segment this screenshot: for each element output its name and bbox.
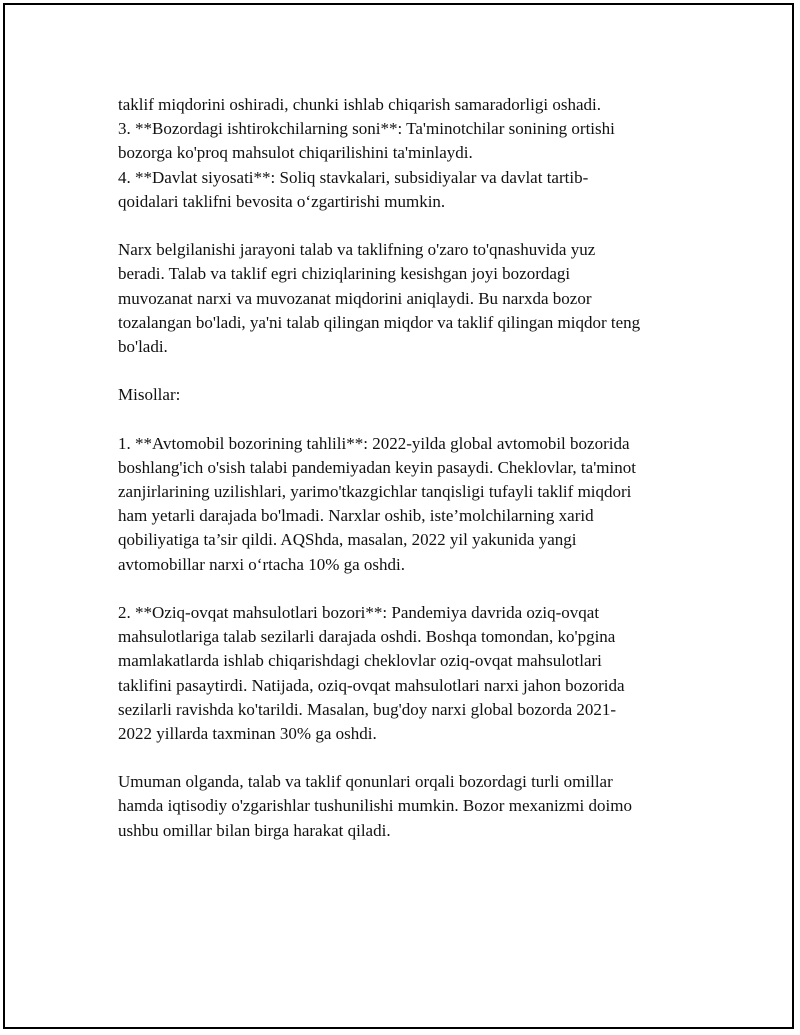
text-line: mamlakatlarda ishlab chiqarishdagi cheklovlar oziq-ovqat mahsulotlari [118,651,602,671]
paragraph-gap [118,359,698,383]
text-line: Narx belgilanishi jarayoni talab va taklifning o'zaro to'qnashuvida yuz [118,240,596,260]
text-line: 3. **Bozordagi ishtirokchilarning soni**: Ta'minotchilar sonining ortishi [118,119,615,139]
paragraph-example-automobile [118,432,698,577]
text-line: qoidalari taklifni bevosita o‘zgartirishi mumkin. [118,191,446,211]
document-body [118,93,698,843]
text-line: taklifini pasaytirdi. Natijada, oziq-ovqat mahsulotlari narxi jahon bozorida [118,675,625,695]
paragraph-supply-factors [118,93,698,214]
text-line: sezilarli ravishda ko'tarildi. Masalan, bug'doy narxi global bozorda 2021- [118,699,617,719]
text-line: 2022 yillarda taxminan 30% ga oshdi. [118,723,377,743]
text-line: 2. **Oziq-ovqat mahsulotlari bozori**: Pandemiya davrida oziq-ovqat [118,602,600,622]
text-line: tozalangan bo'ladi, ya'ni talab qilingan miqdor va taklif qilingan miqdor teng [118,312,641,332]
paragraph-price-formation [118,238,698,359]
text-line: hamda iqtisodiy o'zgarishlar tushunilishi mumkin. Bozor mexanizmi doimo [118,796,632,816]
text-line: ushbu omillar bilan birga harakat qiladi. [118,820,391,840]
paragraph-conclusion [118,770,698,843]
paragraph-gap [118,407,698,431]
text-line: Misollar: [118,385,181,405]
paragraph-gap [118,746,698,770]
examples-heading [118,383,698,407]
text-line: 4. **Davlat siyosati**: Soliq stavkalari, subsidiyalar va davlat tartib- [118,167,589,187]
paragraph-gap [118,214,698,238]
text-line: beradi. Talab va taklif egri chiziqlarining kesishgan joyi bozordagi [118,264,571,284]
paragraph-example-food [118,601,698,746]
text-line: zanjirlarining uzilishlari, yarimo'tkazgichlar tanqisligi tufayli taklif miqdori [118,482,632,501]
text-line: boshlang'ich o'sish talabi pandemiyadan keyin pasaydi. Cheklovlar, ta'minot [118,457,636,477]
text-line: qobiliyatiga ta’sir qildi. AQShda, masalan, 2022 yil yakunida yangi [118,530,577,550]
text-line: 1. **Avtomobil bozorining tahlili**: 2022-yilda global avtomobil bozorida [118,433,630,453]
text-line: bozorga ko'proq mahsulot chiqarilishini ta'minlaydi. [118,143,473,163]
paragraph-gap [118,577,698,601]
text-line: mahsulotlariga talab sezilarli darajada oshdi. Boshqa tomondan, ko'pgina [118,627,616,647]
text-line: ham yetarli darajada bo'lmadi. Narxlar oshib, iste’molchilarning xarid [118,506,594,526]
text-line: bo'ladi. [118,336,168,356]
text-line: Umuman olganda, talab va taklif qonunlari orqali bozordagi turli omillar [118,772,613,792]
text-line: muvozanat narxi va muvozanat miqdorini aniqlaydi. Bu narxda bozor [118,288,592,308]
text-line: avtomobillar narxi o‘rtacha 10% ga oshdi. [118,554,406,574]
text-line: taklif miqdorini oshiradi, chunki ishlab chiqarish samaradorligi oshadi. [118,95,601,114]
